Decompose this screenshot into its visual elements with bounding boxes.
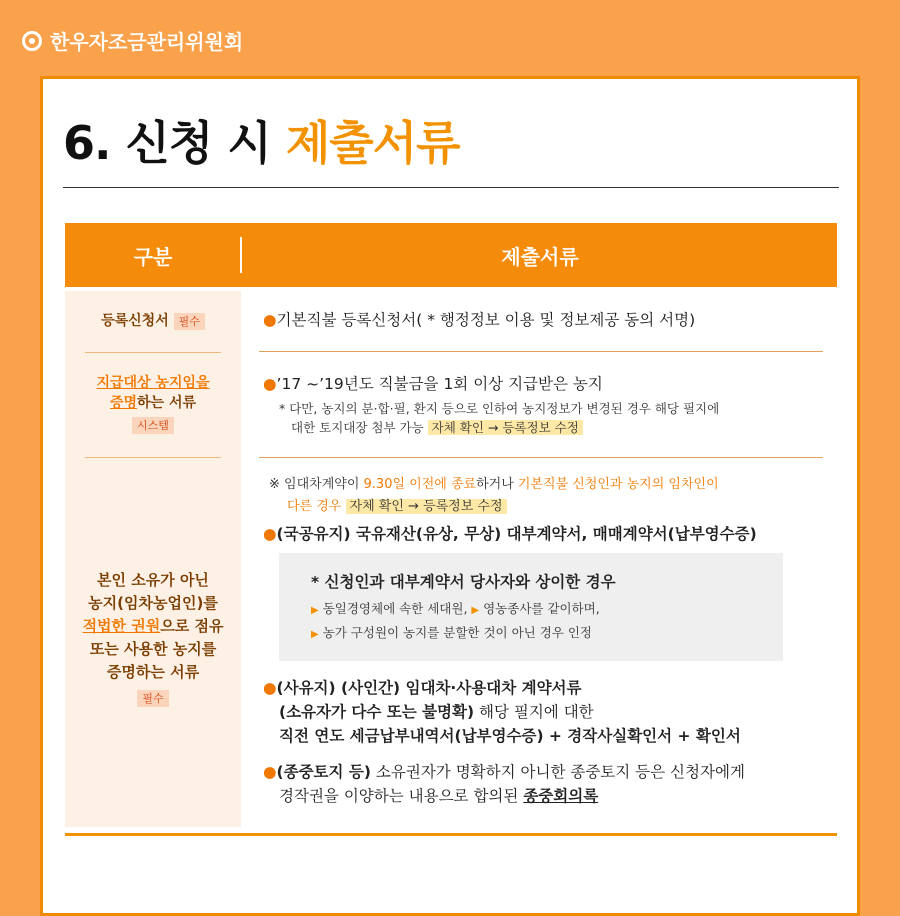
category-eligible-line1: 지급대상 농지임을 — [96, 375, 210, 391]
org-logo-icon — [22, 31, 42, 51]
org-header — [22, 26, 243, 55]
category-tenant-line3-rest: 으로 점유 — [160, 617, 224, 635]
doc-registration-text: 기본직불 등록신청서( * 행정정보 이용 및 정보제공 동의 서명) — [276, 311, 696, 329]
notice-part-c: 하거나 — [476, 477, 518, 492]
triangle-bullet-icon: ▶ — [311, 629, 319, 640]
doc-eligible-text: ’17 ~’19년도 직불금을 1회 이상 지급받은 농지 — [276, 375, 603, 393]
category-eligible-land — [65, 373, 241, 435]
notice-highlight: 자체 확인 → 등록정보 수정 — [346, 499, 507, 514]
header-divider — [240, 237, 242, 273]
table-bottom-rule — [65, 833, 837, 836]
required-badge: 필수 — [174, 313, 205, 330]
row-divider — [259, 351, 823, 352]
doc-private-line2a: (소유자가 다수 또는 불명확) — [279, 703, 475, 721]
title-prefix: 6. 신청 시 — [63, 116, 286, 170]
triangle-bullet-icon: ▶ — [471, 605, 480, 616]
title-accent: 제출서류 — [285, 116, 460, 170]
page-title — [63, 107, 460, 173]
doc-clan-line1a: (종중토지 등) — [276, 763, 371, 781]
bullet-icon: ● — [263, 679, 277, 697]
doc-clan-line2b: 종중회의록 — [523, 787, 599, 805]
exception-title: * 신청인과 대부계약서 당사자와 상이한 경우 — [311, 573, 616, 591]
doc-private-line3: 직전 연도 세금납부내역서(납부영수증) + 경작사실확인서 + 확인서 — [279, 727, 741, 745]
bullet-icon: ● — [263, 375, 277, 393]
category-tenant-line4: 또는 사용한 농지를 — [89, 640, 217, 658]
exception-line2-text: 농가 구성원이 농지를 분할한 것이 아닌 경우 인정 — [322, 625, 593, 640]
notice-part-a: ※ 임대차계약이 — [269, 477, 364, 492]
category-registration-label: 등록신청서 — [101, 313, 169, 329]
doc-clan-line2a: 경작권을 이양하는 내용으로 합의된 — [279, 787, 524, 805]
exception-line1a: 동일경영체에 속한 세대원, — [322, 601, 468, 616]
org-name: 한우자조금관리위원회 — [50, 30, 244, 54]
category-tenant-line3-ol: 적법한 권원 — [82, 617, 161, 635]
system-badge: 시스템 — [132, 417, 174, 434]
category-column — [65, 291, 241, 827]
doc-eligible-note2-text: 대한 토지대장 첨부 가능 — [291, 420, 424, 435]
doc-private-land — [263, 677, 582, 699]
doc-tenant-notice — [269, 475, 719, 494]
category-eligible-line2-rest: 하는 서류 — [137, 395, 197, 411]
exception-line1 — [311, 599, 600, 620]
exception-line1b: 영농종사를 같이하며, — [483, 601, 600, 616]
category-eligible-line2-ol: 증명 — [109, 395, 138, 411]
doc-private-line2b: 해당 필지에 대한 — [474, 703, 594, 721]
bullet-icon: ● — [263, 763, 277, 781]
triangle-bullet-icon: ▶ — [311, 605, 319, 616]
row-divider — [259, 457, 823, 458]
notice-part-e: 다른 경우 — [287, 499, 342, 514]
required-badge: 필수 — [137, 690, 168, 707]
doc-eligible-note2 — [291, 418, 583, 437]
notice-part-d: 기본직불 신청인과 농지의 임차인이 — [517, 477, 719, 492]
category-tenant-line5: 증명하는 서류 — [106, 663, 200, 681]
doc-public-land — [263, 523, 757, 545]
doc-private-line1: (사유지) (사인간) 임대차·사용대차 계약서류 — [276, 679, 582, 697]
category-registration — [65, 311, 241, 331]
notice-part-b: 9.30일 이전에 종료 — [363, 477, 477, 492]
header-category: 구분 — [133, 244, 173, 269]
doc-public-land-text: (국공유지) 국유재산(유상, 무상) 대부계약서, 매매계약서(납부영수증) — [276, 525, 757, 543]
category-tenant-line2: 농지(임차농업인)를 — [88, 594, 218, 612]
header-documents: 제출서류 — [501, 244, 579, 269]
category-tenant-land — [65, 569, 241, 710]
category-tenant-line1: 본인 소유가 아닌 — [97, 571, 209, 589]
doc-eligible-note1: * 다만, 농지의 분·합·필, 환지 등으로 인하여 농지정보가 변경된 경우 해당 필지에 — [279, 401, 720, 416]
doc-eligible-note2-highlight: 자체 확인 → 등록정보 수정 — [428, 420, 583, 435]
row-divider — [85, 352, 221, 353]
doc-clan-line2 — [279, 785, 598, 807]
doc-private-line2 — [279, 701, 594, 723]
doc-registration-form — [263, 309, 695, 331]
doc-eligible-land — [263, 373, 603, 395]
table-header — [65, 223, 837, 287]
title-divider — [63, 187, 839, 188]
doc-tenant-notice-line2 — [287, 497, 507, 516]
doc-clan-line1b: 소유권자가 명확하지 아니한 종중토지 등은 신청자에게 — [370, 763, 745, 781]
bullet-icon: ● — [263, 311, 277, 329]
bullet-icon: ● — [263, 525, 277, 543]
exception-line2 — [311, 623, 592, 644]
content-card — [40, 76, 860, 916]
row-divider — [85, 457, 221, 458]
doc-clan-land — [263, 761, 745, 783]
